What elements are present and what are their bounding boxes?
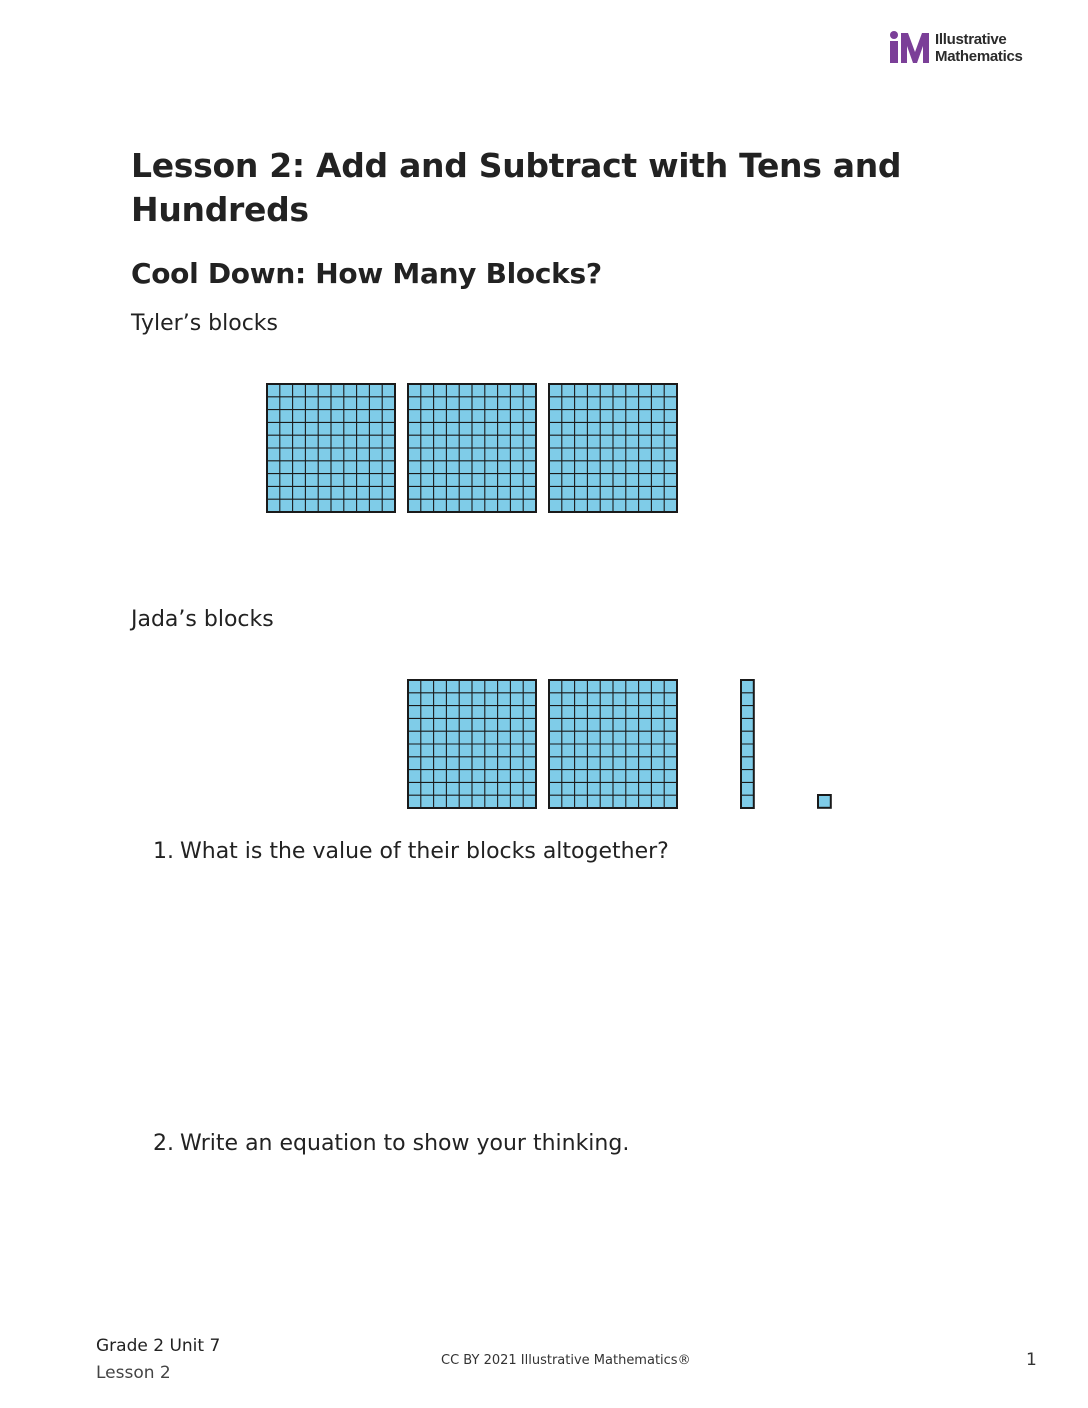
jada-ten-block-1 xyxy=(741,680,754,808)
question-2-number: 2. xyxy=(153,1131,174,1156)
question-1 xyxy=(153,837,669,867)
jada-blocks-label: Jada’s blocks xyxy=(131,607,274,632)
question-2-text: Write an equation to show your thinking. xyxy=(180,1131,630,1156)
jada-hundred-block-1 xyxy=(408,680,536,808)
tyler-hundred-block-2 xyxy=(408,384,536,512)
logo-line-1: Illustrative xyxy=(935,31,1007,48)
page-number: 1 xyxy=(1026,1350,1037,1370)
jada-one-block-1 xyxy=(818,795,831,808)
question-1-text: What is the value of their blocks altogether? xyxy=(180,839,669,864)
lesson-title: Lesson 2: Add and Subtract with Tens and Hundreds xyxy=(131,146,902,229)
im-logo-icon xyxy=(888,30,932,66)
footer-lesson: Lesson 2 xyxy=(96,1363,171,1383)
footer-course-info xyxy=(96,1334,220,1385)
footer-grade-unit: Grade 2 Unit 7 xyxy=(96,1336,221,1356)
footer-copyright: CC BY 2021 Illustrative Mathematics® xyxy=(441,1353,691,1368)
logo-line-2: Mathematics xyxy=(935,48,1023,65)
tyler-hundred-block-1 xyxy=(267,384,395,512)
question-1-number: 1. xyxy=(153,839,174,864)
question-2 xyxy=(153,1129,629,1159)
tyler-hundred-block-3 xyxy=(549,384,677,512)
cool-down-title: Cool Down: How Many Blocks? xyxy=(131,257,602,290)
tyler-blocks-label: Tyler’s blocks xyxy=(131,311,279,336)
logo-wordmark xyxy=(935,31,1023,65)
illustrative-mathematics-logo xyxy=(888,30,1048,70)
jada-hundred-block-2 xyxy=(549,680,677,808)
